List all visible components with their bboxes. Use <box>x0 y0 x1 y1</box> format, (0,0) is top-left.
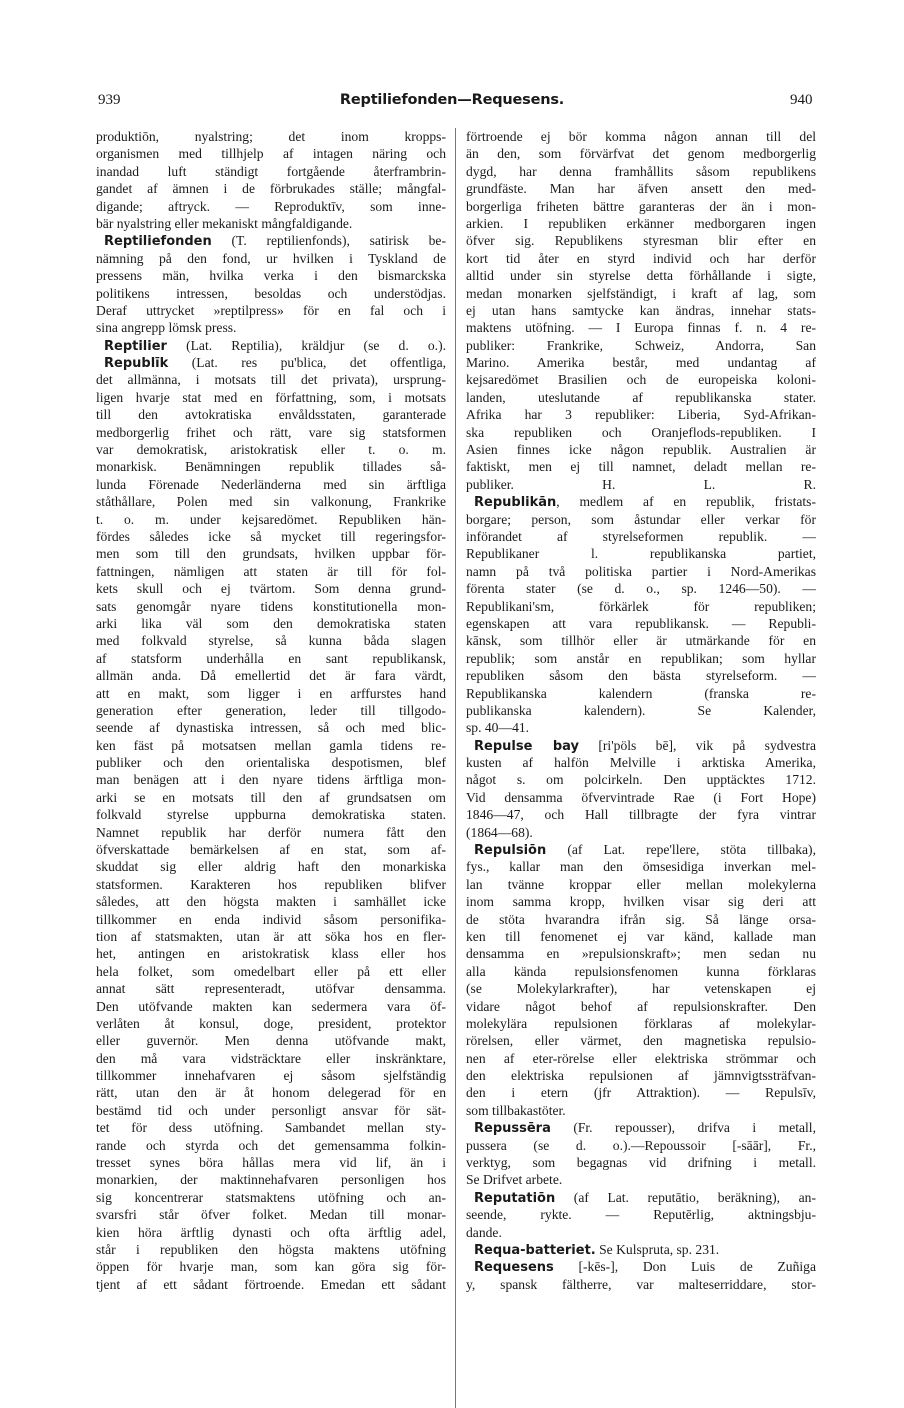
text-line <box>466 180 816 197</box>
text-line <box>96 1154 446 1171</box>
line-text: öfver sig. Republikens styresman blir efter en <box>466 233 816 249</box>
text-line <box>96 963 446 980</box>
line-text: het, antingen en aristokratisk klass eller hos <box>96 946 446 962</box>
text-line <box>466 998 816 1015</box>
text-line <box>466 1206 816 1223</box>
line-text: (af Lat. reputātio, beräkning), an- <box>555 1189 816 1205</box>
text-line <box>466 511 816 528</box>
line-text: republik; som anstår en republikan; som hyllar <box>466 650 816 666</box>
entry-headword: Repulse bay <box>474 738 580 754</box>
line-text: kejsaredömet Brasilien och de europeiska koloni- <box>466 372 816 388</box>
line-text: sp. 40—41. <box>466 720 530 736</box>
text-line <box>96 145 446 162</box>
text-line <box>466 389 816 406</box>
text-line <box>466 702 816 719</box>
text-line <box>96 1032 446 1049</box>
text-line <box>466 754 816 771</box>
line-text: nen af eter-rörelse eller elektriska strömmar och <box>466 1050 816 1066</box>
text-line <box>466 1171 816 1188</box>
text-line <box>466 232 816 249</box>
line-text: införandet af styrelseformen republik. — <box>466 528 816 544</box>
text-line <box>466 841 816 858</box>
text-line <box>96 1137 446 1154</box>
text-line <box>466 824 816 841</box>
text-line <box>96 893 446 910</box>
text-line <box>466 1276 816 1293</box>
text-line <box>96 337 446 354</box>
text-line <box>96 737 446 754</box>
text-line <box>466 1189 816 1206</box>
line-text: förenta stater (se d. o., sp. 1246—50). — <box>466 581 816 597</box>
text-line <box>96 1067 446 1084</box>
text-line <box>466 337 816 354</box>
text-line <box>96 667 446 684</box>
text-line <box>96 163 446 180</box>
text-line <box>96 1276 446 1293</box>
line-text: fattningen, nämligen att staten är till för fol- <box>96 563 446 579</box>
text-line <box>466 580 816 597</box>
text-line <box>96 319 446 336</box>
line-text: arkien. I republiken erkänner medborgaren ingen <box>466 215 816 231</box>
line-text: monarkisk. Benämningen republik tillades så- <box>96 459 446 475</box>
line-text: sig koncentrerar statsmaktens utöfning och an- <box>96 1189 446 1205</box>
text-line <box>96 685 446 702</box>
text-line <box>96 493 446 510</box>
text-line <box>96 771 446 788</box>
line-text: (Fr. repousser), drifva i metall, <box>550 1120 816 1136</box>
page-number-right: 940 <box>790 92 813 108</box>
line-text: Se Drifvet arbete. <box>466 1172 563 1188</box>
line-text: således, att den högsta makten i samhället icke <box>96 894 446 910</box>
line-text: seende af dynastiska intressen, så och med blic- <box>96 720 446 736</box>
text-line <box>96 911 446 928</box>
text-line <box>96 1258 446 1275</box>
line-text: öppen för hvarje man, som kan göra sig för- <box>96 1259 446 1275</box>
line-text: ej utan hans samtycke kan ändras, innehar stats- <box>466 302 816 318</box>
text-line <box>96 1119 446 1136</box>
text-line <box>466 371 816 388</box>
line-text: ligen hvarje stat med en författning, som, i motsats <box>96 389 446 405</box>
text-line <box>466 1241 816 1258</box>
line-text: ken till fenomenet ej var känd, kallade man <box>466 928 816 944</box>
line-text: (Lat. Reptilia), kräldjur (se d. o.). <box>166 337 446 353</box>
line-text: medan monarken sjelfständigt, i kraft af lag, som <box>466 285 816 301</box>
text-line <box>466 667 816 684</box>
line-text: tjent af ett sådant förtroende. Emedan ett sådant <box>96 1276 446 1292</box>
text-line <box>466 806 816 823</box>
line-text: rörelsen, eller värmet, den magnetiska repulsio- <box>466 1033 816 1049</box>
line-text: lunda Förenade Nederländerna med sin ärftliga <box>96 476 446 492</box>
line-text: nämning på den fond, ur hvilken i Tyskland de <box>96 250 446 266</box>
line-text: dygd, har denna framhållits såsom republikens <box>466 163 816 179</box>
text-line <box>96 1224 446 1241</box>
text-line <box>96 754 446 771</box>
text-line <box>466 406 816 423</box>
line-text: densamma en »repulsionskraft»; men sedan nu <box>466 946 816 962</box>
line-text: allmän anda. Då emellertid det är fara värdt, <box>96 668 446 684</box>
text-line <box>96 441 446 458</box>
line-text: Afrika har 3 republiker: Liberia, Syd-Afrikan- <box>466 407 816 423</box>
text-line <box>96 458 446 475</box>
text-line <box>466 598 816 615</box>
line-text: tillkommer en enda individ såsom personifika- <box>96 911 446 927</box>
text-line <box>96 580 446 597</box>
text-line <box>96 302 446 319</box>
line-text: (T. reptilienfonds), satirisk be- <box>211 233 446 249</box>
line-text: fys., kallar man den ömsesidiga inverkan mel- <box>466 859 816 875</box>
line-text: arki se en motsats till den af grundsatsen om <box>96 789 446 805</box>
text-line <box>96 1206 446 1223</box>
line-text: borgare; person, som åstundar eller verkar för <box>466 511 816 527</box>
line-text: gandet af ämnen i de förbrukades ställe; mångfal- <box>96 181 446 197</box>
text-line <box>466 215 816 232</box>
text-line <box>96 1241 446 1258</box>
entry-headword: Requesens <box>474 1260 554 1276</box>
line-text: annat sätt representeradt, utöfvar densamma. <box>96 981 446 997</box>
text-line <box>96 806 446 823</box>
text-line <box>466 198 816 215</box>
line-text: Republikani'sm, förkärlek för republiken; <box>466 598 816 614</box>
text-line <box>466 493 816 510</box>
line-text: Marino. Amerika består, med undantag af <box>466 355 816 371</box>
line-text: dande. <box>466 1224 502 1240</box>
line-text: publiker och den orientaliska despotismen, blef <box>96 755 446 771</box>
line-text: står i republiken den högsta maktens utöfning <box>96 1242 446 1257</box>
text-line <box>96 1102 446 1119</box>
line-text: tillkommer innehafvaren ej såsom sjelfständig <box>96 1068 446 1084</box>
line-text: publiker. H. L. R. <box>466 476 816 492</box>
text-line <box>466 737 816 754</box>
text-line <box>96 354 446 371</box>
text-line <box>96 789 446 806</box>
text-line <box>466 458 816 475</box>
line-text: generation efter generation, leder till tillgodo- <box>96 702 446 718</box>
text-line <box>466 719 816 736</box>
text-line <box>466 545 816 562</box>
line-text: maktens utöfning. — I Europa finnas f. n. 4 re- <box>466 320 816 336</box>
text-line <box>466 250 816 267</box>
text-line <box>96 424 446 441</box>
text-line <box>466 928 816 945</box>
line-text: Republikaner l. republikanska partiet, <box>466 546 816 562</box>
text-line <box>96 198 446 215</box>
line-text: något s. om polcirkeln. Den upptäcktes 1712. <box>466 772 816 788</box>
text-line <box>96 858 446 875</box>
text-line <box>466 1224 816 1241</box>
text-line <box>466 1067 816 1084</box>
line-text: det allmänna, i motsats till det privata), ursprung- <box>96 372 446 388</box>
line-text: den elektriska repulsionen af jämnvigtssträfvan- <box>466 1068 816 1084</box>
line-text: ska republiken och Oranjeflods-republiken. I <box>466 424 816 440</box>
line-text: landen, uteslutande af republikanska stater. <box>466 389 816 405</box>
line-text: [ri'pöls bē], vik på sydvestra <box>579 737 816 753</box>
line-text: republiken såsom den bästa styrelseform. — <box>466 668 816 684</box>
line-text: som tillbakastöter. <box>466 1102 566 1118</box>
line-text: namn på två politiska partier i Nord-Amerikas <box>466 563 816 579</box>
line-text: till den avtokratiska envåldsstaten, garanterade <box>96 407 446 423</box>
line-text: pussera (se d. o.).—Repoussoir [-sāār], Fr., <box>466 1137 816 1153</box>
line-text: kort tid åter en styrd individ och har derför <box>466 250 816 266</box>
line-text: eller guvernör. Men denna utöfvande makt, <box>96 1033 446 1049</box>
text-line <box>96 650 446 667</box>
line-text: man benägen att i den nyare tidens ärftliga mon- <box>96 772 446 788</box>
line-text: digande; aftryck. — Reproduktīv, som inne- <box>96 198 446 214</box>
line-text: kien höra ärftlig dynasti och ofta ärftlig adel, <box>96 1224 446 1240</box>
text-line <box>466 893 816 910</box>
text-line <box>96 632 446 649</box>
text-line <box>466 267 816 284</box>
line-text: svarsfri står öfver folket. Medan till monar- <box>96 1207 446 1223</box>
line-text: publikanska kalendern). Se Kalender, <box>466 702 816 718</box>
line-text: inandad luft ständigt fortgående återframbrin- <box>96 163 446 179</box>
text-line <box>96 267 446 284</box>
entry-headword: Republikān <box>474 495 557 511</box>
text-line <box>466 963 816 980</box>
text-line <box>466 528 816 545</box>
text-line <box>466 980 816 997</box>
line-text: Namnet republik har derför numera fått den <box>96 824 446 840</box>
text-line <box>96 285 446 302</box>
text-line <box>96 128 446 145</box>
line-text: tion af statsmakten, utan är att söka hos en fler- <box>96 928 446 944</box>
text-line <box>96 928 446 945</box>
text-line <box>96 215 446 232</box>
text-line <box>466 911 816 928</box>
line-text: molekylära repulsionen förklaras af molekylar- <box>466 1015 816 1031</box>
line-text: var demokratisk, aristokratisk eller t. o. m. <box>96 442 446 458</box>
entry-headword: Reptilier <box>104 338 167 354</box>
line-text: verlåten åt konsul, doge, president, protektor <box>96 1015 446 1031</box>
text-line <box>96 563 446 580</box>
text-line <box>466 1154 816 1171</box>
line-text: öfverskattade bemärkelsen af en stat, som af- <box>96 842 446 858</box>
page-header <box>0 92 904 116</box>
line-text: den i etern (jfr Attraktion). — Repulsīv, <box>466 1085 816 1101</box>
text-line <box>466 685 816 702</box>
line-text: faktiskt, men ej till namnet, deladt mellan re- <box>466 459 816 475</box>
line-text: produktiōn, nyalstring; det inom kropps- <box>96 129 446 144</box>
line-text: Vid densamma öfvervintrade Rae (i Fort Hope) <box>466 789 816 805</box>
running-title: Reptiliefonden—Requesens. <box>339 92 565 108</box>
line-text: med folkvald styrelse, så kunna båda slagen <box>96 633 446 649</box>
text-line <box>466 128 816 145</box>
text-line <box>96 1015 446 1032</box>
line-text: kusten af halfön Melville i arktiska Amerika, <box>466 755 816 771</box>
line-text: publiker: Frankrike, Schweiz, Andorra, San <box>466 337 816 353</box>
text-line <box>96 945 446 962</box>
entry-headword: Repulsiōn <box>474 843 547 859</box>
line-text: folkvald styrelse uppburna demokratiska staten. <box>96 807 446 823</box>
text-line <box>466 1032 816 1049</box>
text-line <box>96 702 446 719</box>
line-text: alltid under sin styrelse detta förhållande i sigte, <box>466 268 816 284</box>
line-text: , medlem af en republik, fristats- <box>556 494 816 510</box>
line-text: Den utöfvande makten kan sedermera vara öf- <box>96 998 446 1014</box>
line-text: sina angrepp lömsk press. <box>96 320 237 336</box>
text-line <box>466 789 816 806</box>
line-text: kets skull och ej tvärtom. Som denna grund- <box>96 581 446 597</box>
line-text: sats genomgår nyare tidens konstitutionella mon- <box>96 598 446 614</box>
text-line <box>96 389 446 406</box>
line-text: monarkien, der maktinnehafvaren personligen hos <box>96 1172 446 1188</box>
line-text: pressens män, hvilka verka i den bismarckska <box>96 268 446 284</box>
line-text: af statsform underhålla en sant republikansk, <box>96 650 446 666</box>
text-line <box>96 511 446 528</box>
text-line <box>466 1119 816 1136</box>
line-text: bär nyalstring eller mekaniskt mångfaldigande. <box>96 215 353 231</box>
text-line <box>96 232 446 249</box>
text-line <box>466 1050 816 1067</box>
line-text: Asien finnes icke någon republik. Australien är <box>466 442 816 458</box>
text-line <box>96 998 446 1015</box>
text-line <box>96 824 446 841</box>
line-text: borgerliga friheten bättre garanteras der än i mon- <box>466 198 816 214</box>
text-line <box>466 476 816 493</box>
text-line <box>466 285 816 302</box>
line-text: seende, rykte. — Reputērlig, aktningsbju- <box>466 1207 816 1223</box>
text-line <box>96 876 446 893</box>
line-text: ståthållare, Polen med sin valkonung, Frankrike <box>96 494 446 510</box>
line-text: den må vara vidsträcktare eller inskränktare, <box>96 1050 446 1066</box>
text-line <box>96 980 446 997</box>
text-line <box>96 719 446 736</box>
line-text: (Lat. res pu'blica, det offentliga, <box>168 355 446 371</box>
line-text: verktyg, som begagnas vid drifning i metall. <box>466 1155 816 1171</box>
line-text: organismen med tillhjelp af intagen näring och <box>96 146 446 162</box>
line-text: [-kēs-], Don Luis de Zuñiga <box>553 1259 816 1275</box>
text-line <box>96 1171 446 1188</box>
right-column <box>466 128 816 1293</box>
text-line <box>466 354 816 371</box>
line-text: de stöta hvarandra ifrån sig. Så länge orsa- <box>466 911 816 927</box>
left-column <box>96 128 446 1293</box>
line-text: arki lika väl som den demokratiska staten <box>96 615 446 631</box>
line-text: hela folket, som omedelbart eller på ett eller <box>96 963 446 979</box>
text-line <box>96 371 446 388</box>
line-text: än den, som förvärfvat det genom medborgerlig <box>466 146 816 162</box>
text-line <box>96 406 446 423</box>
text-line <box>96 476 446 493</box>
line-text: Se Kulspruta, sp. 231. <box>595 1242 720 1257</box>
line-text: 1846—47, och Hall tillbragte der fyra vintrar <box>466 807 816 823</box>
line-text: rätt, utan den är åt honom delegerad för en <box>96 1085 446 1101</box>
column-divider <box>455 128 456 1408</box>
text-line <box>466 1258 816 1275</box>
line-text: men som till den grundsats, hvilken uppbar för- <box>96 546 446 562</box>
line-text: inom samma kropp, hvilken visar sig deri att <box>466 894 816 910</box>
line-text: statsformen. Karakteren hos republiken blifver <box>96 876 446 892</box>
text-line <box>466 1084 816 1101</box>
text-line <box>96 250 446 267</box>
text-line <box>466 1015 816 1032</box>
text-line <box>466 771 816 788</box>
text-line <box>466 876 816 893</box>
line-text: (1864—68). <box>466 824 533 840</box>
line-text: att en makt, som ligger i en arffurstes hand <box>96 685 446 701</box>
text-line <box>96 615 446 632</box>
line-text: medborgerlig frihet och rätt, vare sig statsformen <box>96 424 446 440</box>
text-line <box>96 180 446 197</box>
text-line <box>466 424 816 441</box>
text-line <box>96 598 446 615</box>
line-text: rande och styrda och det gemensamma folkin- <box>96 1137 446 1153</box>
line-text: fördes således icke så mycket till regeringsfor- <box>96 528 446 544</box>
line-text: tet för dess utöfning. Sambandet mellan sty- <box>96 1120 446 1136</box>
line-text: (af Lat. repe'llere, stöta tillbaka), <box>546 842 816 858</box>
text-line <box>466 145 816 162</box>
text-line <box>466 302 816 319</box>
entry-headword: Republīk <box>104 356 169 372</box>
text-line <box>466 1137 816 1154</box>
line-text: t. o. m. under kejsaredömet. Republiken hän- <box>96 511 446 527</box>
text-line <box>96 841 446 858</box>
entry-headword: Reptiliefonden <box>104 234 212 250</box>
line-text: Republikanska kalendern (franska re- <box>466 685 816 701</box>
line-text: egenskapen att vara republikansk. — Republi- <box>466 615 816 631</box>
text-line <box>96 528 446 545</box>
text-line <box>96 545 446 562</box>
text-line <box>96 1050 446 1067</box>
line-text: (se Molekylarkrafter), har vetenskapen ej <box>466 981 816 997</box>
text-line <box>466 858 816 875</box>
text-line <box>466 615 816 632</box>
line-text: kānsk, som tillhör eller är utmärkande för en <box>466 633 816 649</box>
line-text: politikens intressen, besoldas och understödjas. <box>96 285 446 301</box>
text-line <box>466 650 816 667</box>
line-text: förtroende ej bör komma någon annan till del <box>466 129 816 144</box>
line-text: grundfäste. Man har äfven ansett den med- <box>466 181 816 197</box>
text-line <box>466 563 816 580</box>
line-text: vidare något behof af repulsionskrafter. Den <box>466 998 816 1014</box>
line-text: Deraf uttrycket »reptilpress» för en fal och i <box>96 302 446 318</box>
text-line <box>466 945 816 962</box>
entry-headword: Requa-batteriet. <box>474 1243 596 1258</box>
line-text: ken fäst på motsatsen mellan gamla tidens re- <box>96 737 446 753</box>
text-line <box>96 1084 446 1101</box>
line-text: skuddat sig eller aldrig haft den monarkiska <box>96 859 446 875</box>
line-text: lan tvänne kroppar eller mellan molekylerna <box>466 876 816 892</box>
entry-headword: Repussēra <box>474 1121 551 1137</box>
text-line <box>466 441 816 458</box>
line-text: alla kända repulsionsfenomen kunna förklaras <box>466 963 816 979</box>
text-line <box>96 1189 446 1206</box>
line-text: bestämd tid och under personligt ansvar för sät- <box>96 1102 446 1118</box>
line-text: tresset synes böra hållas mera vid lif, än i <box>96 1155 446 1171</box>
text-line <box>466 632 816 649</box>
entry-headword: Reputatiōn <box>474 1190 556 1206</box>
text-line <box>466 163 816 180</box>
line-text: y, spansk fältherre, var malteserriddare, stor- <box>466 1276 816 1292</box>
text-line <box>466 319 816 336</box>
page-number-left: 939 <box>98 92 121 108</box>
text-line <box>466 1102 816 1119</box>
